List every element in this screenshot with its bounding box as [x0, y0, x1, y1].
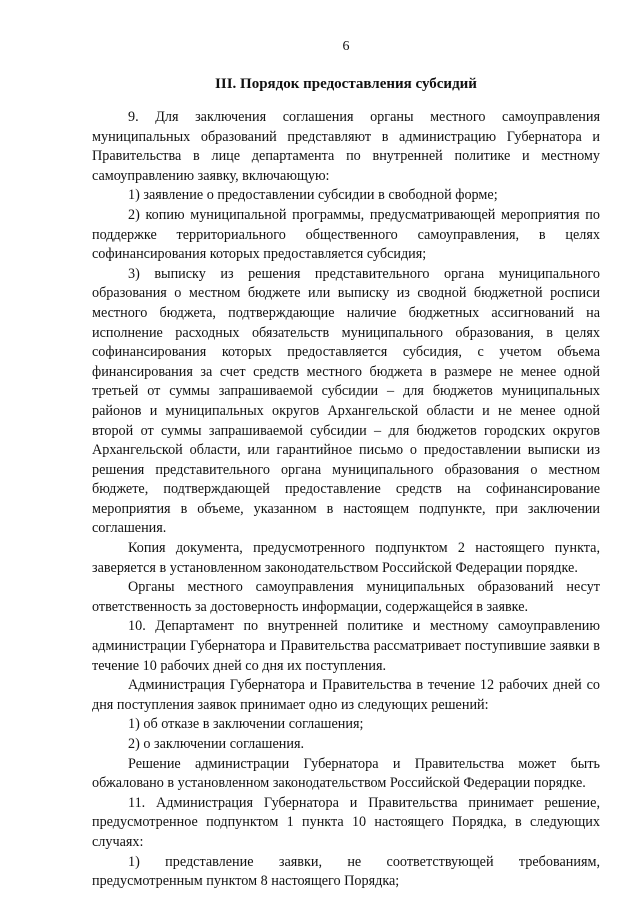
paragraph-10-item-1: 1) об отказе в заключении соглашения;	[128, 716, 364, 733]
paragraph-9-item-2: 2) копию муниципальной программы, предусматривающей мероприятия по поддержке территориального общественного самоуправления, в целях софинансирования которых предоставляется субсидия;	[92, 206, 600, 263]
page-number: 6	[342, 39, 350, 54]
paragraph-9-responsibility: Органы местного самоуправления муниципальных образований несут ответственность за достоверность информации, содержащейся в заявке.	[92, 579, 600, 615]
paragraph-10-item-2: 2) о заключении соглашения.	[128, 736, 305, 752]
paragraph-11: 11. Администрация Губернатора и Правительства принимает решение, предусмотренное подпунктом 1 пункта 10 настоящего Порядка, в следующих случаях:	[92, 794, 600, 850]
paragraph-11-item-1: 1) представление заявки, не соответствующей требованиям, предусмотренным пунктом 8 настоящего Порядка;	[92, 853, 600, 890]
section-title: III. Порядок предоставления субсидий	[215, 76, 477, 92]
paragraph-9-copy-note: Копия документа, предусмотренного подпунктом 2 настоящего пункта, заверяется в установленном законодательством Российской Федерации порядке.	[92, 540, 600, 576]
paragraph-9-item-1: 1) заявление о предоставлении субсидии в свободной форме;	[128, 187, 498, 204]
paragraph-10-appeal: Решение администрации Губернатора и Правительства может быть обжаловано в установленном законодательством Российской Федерации порядке.	[92, 755, 600, 792]
paragraph-10-decisions: Администрация Губернатора и Правительства в течение 12 рабочих дней со дня поступления заявок принимает одно из следующих решений:	[92, 677, 600, 713]
paragraph-10: 10. Департамент по внутренней политике и местному самоуправлению администрации Губернатора и Правительства рассматривает поступившие заявки в течение 10 рабочих дней со дня их поступления.	[92, 618, 600, 674]
paragraph-9-item-3: 3) выписку из решения представительного органа муниципального образования о местном бюджете или выписку из сводной бюджетной росписи местного бюджета, подтверждающие наличие бюджетных ассигнований на исполнение расходных обязательств муниципального образования, в целях софинансирования которых предоставляется субсидия, с учетом объема финансирования за счет средств местного бюджета в размере не менее одной третьей от суммы запрашиваемой субсидии – для бюджетов муниципальных районов и муниципальных округов Архангельской области и не менее одной второй от суммы запрашиваемой субсидии – для бюджетов городских округов Архангельской области, или гарантийное письмо о предоставлении выписки из решения представительного органа муниципального образования о местном бюджете, подтверждающей предоставление средств на софинансирование мероприятия в объеме, указанном в настоящем подпункте, при заключении соглашения.	[92, 265, 600, 537]
paragraph-9: 9. Для заключения соглашения органы местного самоуправления муниципальных образований представляют в администрацию Губернатора и Правительства в лице департамента по внутренней политике и местному самоуправлению заявку, включающую:	[92, 109, 600, 184]
